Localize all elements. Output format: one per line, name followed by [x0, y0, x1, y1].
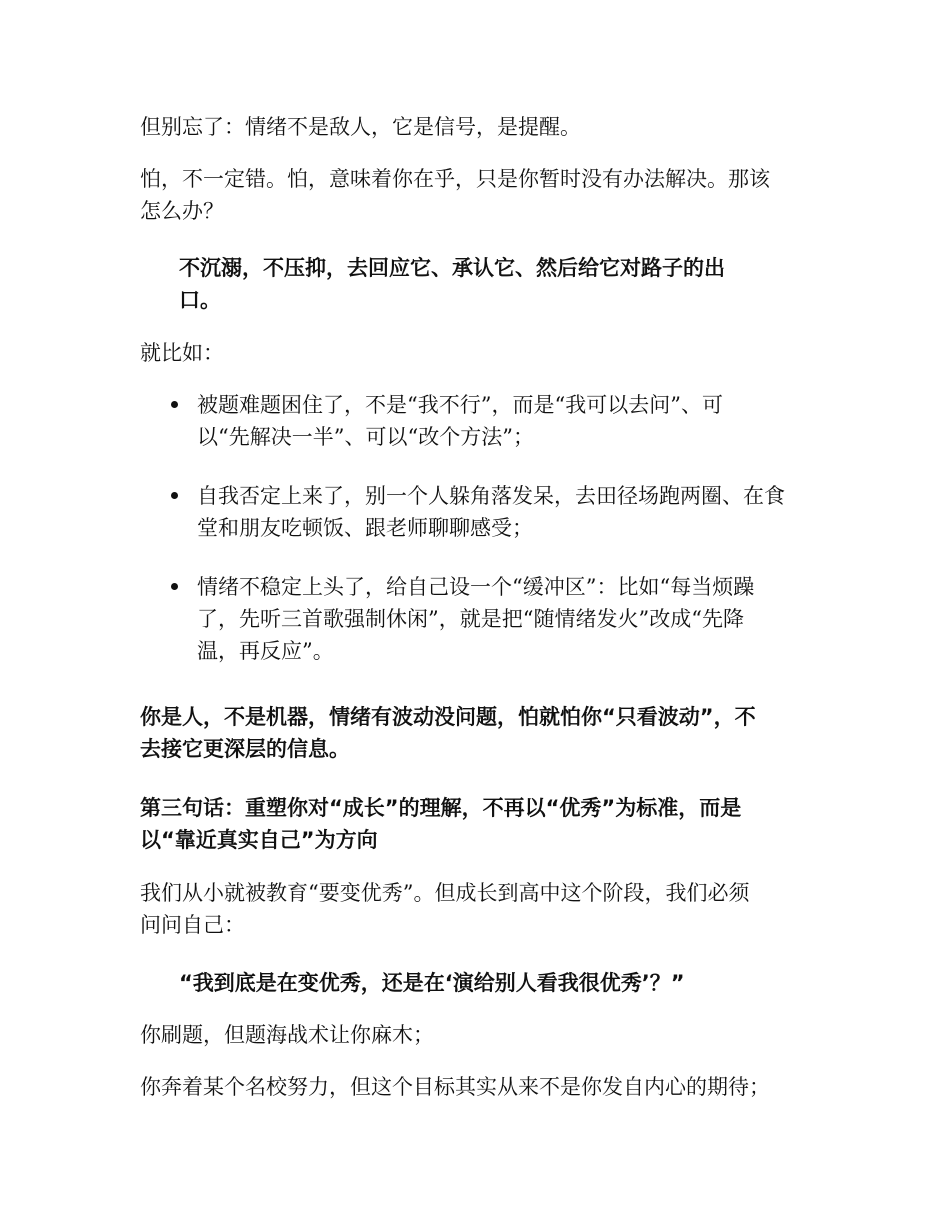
bullet-dot — [171, 583, 178, 590]
text-line: 我们从小就被教育“要变优秀”。但成长到高中这个阶段，我们必须 — [140, 881, 750, 905]
text-line: 怎么办？ — [140, 199, 224, 223]
text-line: 堂和朋友吃顿饭、跟老师聊聊感受； — [197, 516, 533, 540]
text-line: 你是人，不是机器，情绪有波动没问题，怕就怕你“只看波动”，不 — [140, 705, 756, 729]
text-line: 你刷题，但题海战术让你麻木； — [140, 1023, 434, 1047]
section-heading-third — [140, 792, 741, 856]
text-line: 被题难题困住了，不是“我不行”，而是“我可以去问”、可 — [197, 393, 723, 417]
paragraph-be-excellent — [140, 877, 749, 941]
text-line: 问问自己： — [140, 913, 245, 937]
text-line: 情绪不稳定上头了，给自己设一个“缓冲区”：比如“每当烦躁 — [197, 575, 755, 599]
list-item-self-doubt — [197, 480, 785, 544]
text-line: 了，先听三首歌强制休闲”，就是把“随情绪发火”改成“先降 — [197, 607, 744, 631]
text-line: 口。 — [179, 288, 221, 312]
paragraph-drill — [140, 1019, 434, 1051]
text-line: 去接它更深层的信息。 — [140, 737, 350, 761]
paragraph-fear — [140, 163, 770, 227]
text-line: 温，再反应”。 — [197, 639, 334, 663]
text-line: 以“先解决一半”、可以“改个方法”； — [197, 425, 534, 449]
text-line: 不沉溺，不压抑，去回应它、承认它、然后给它对路子的出 — [179, 256, 725, 280]
text-line: “我到底是在变优秀，还是在‘演给别人看我很优秀’？” — [179, 971, 685, 995]
text-line: 就比如： — [140, 341, 224, 365]
list-item-stuck — [197, 389, 723, 453]
list-item-buffer — [197, 571, 754, 667]
text-line: 第三句话：重塑你对“成长”的理解，不再以“优秀”为标准，而是 — [140, 796, 742, 820]
paragraph-for-example — [140, 337, 224, 369]
text-line: 你奔着某个名校努力，但这个目标其实从来不是你发自内心的期待； — [140, 1075, 770, 1099]
text-line: 自我否定上来了，别一个人躲角落发呆，去田径场跑两圈、在食 — [197, 484, 785, 508]
quote-acting — [179, 967, 685, 999]
paragraph-school-goal — [140, 1071, 770, 1103]
bullet-dot — [171, 401, 178, 408]
paragraph-human-not-machine — [140, 701, 756, 765]
bullet-dot — [171, 492, 178, 499]
quote-respond — [179, 252, 725, 316]
text-line: 以“靠近真实自己”为方向 — [140, 828, 378, 852]
text-line: 怕，不一定错。怕，意味着你在乎，只是你暂时没有办法解决。那该 — [140, 167, 770, 191]
paragraph-emotion-signal — [140, 111, 581, 143]
text-line: 但别忘了：情绪不是敌人，它是信号，是提醒。 — [140, 115, 581, 139]
